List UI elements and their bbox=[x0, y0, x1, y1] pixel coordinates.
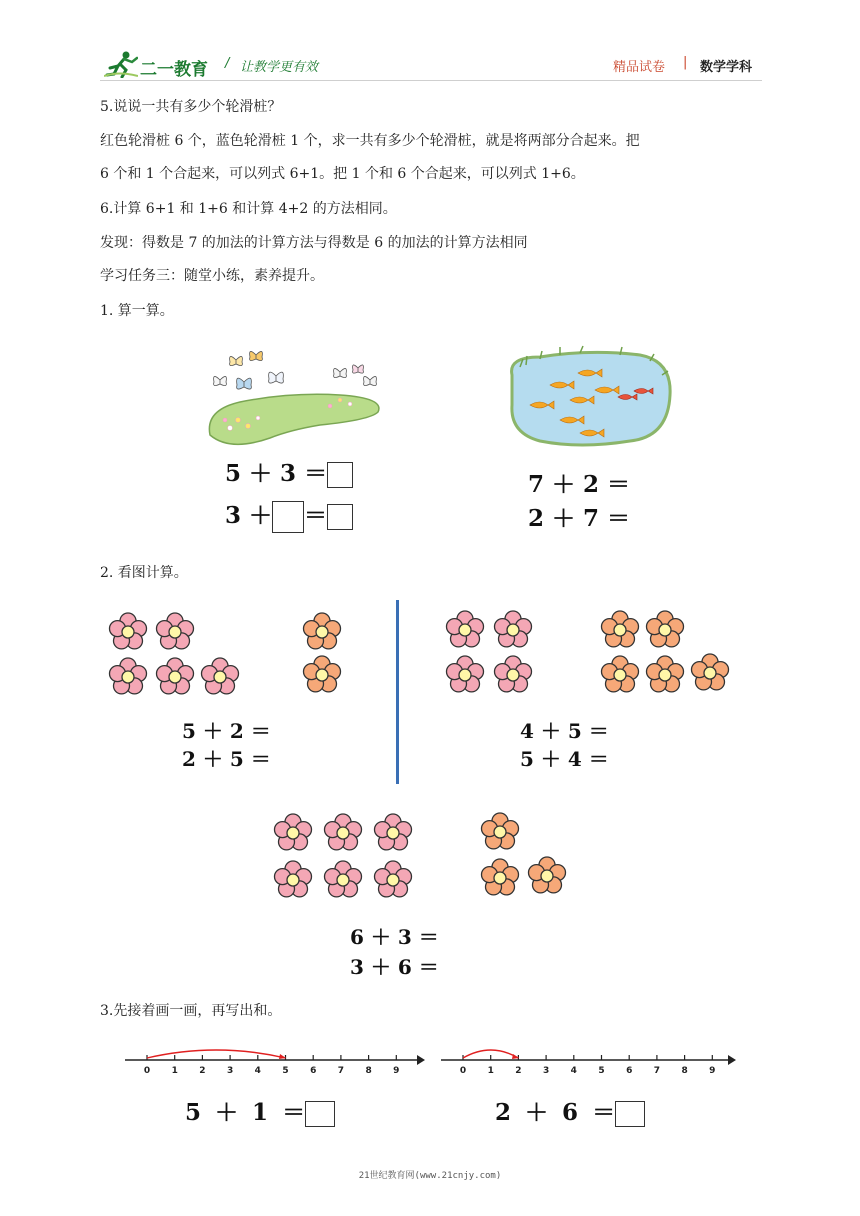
section1-right-eq1: 7 ＋ 2 ＝ bbox=[528, 471, 631, 498]
tick-label: 5 bbox=[282, 1066, 289, 1076]
tick-label: 2 bbox=[199, 1066, 206, 1076]
tick-label: 9 bbox=[709, 1066, 716, 1076]
tick-label: 2 bbox=[515, 1066, 522, 1076]
answer-box[interactable] bbox=[327, 504, 353, 530]
section1-left-eq2: 3 ＋ ＝ bbox=[225, 497, 353, 533]
section1-right-eq2: 2 ＋ 7 ＝ bbox=[528, 505, 631, 532]
tick-label: 0 bbox=[459, 1066, 467, 1076]
flower-group bbox=[0, 600, 860, 910]
tick-label: 0 bbox=[143, 1066, 151, 1076]
section2-eq-a2: 2 ＋ 5 ＝ bbox=[182, 747, 271, 771]
runner-logo-icon bbox=[104, 50, 138, 78]
header-rule bbox=[100, 80, 762, 81]
section2-eq-c1: 6 ＋ 3 ＝ bbox=[350, 925, 439, 949]
tick-label: 1 bbox=[487, 1066, 494, 1076]
tick-label: 4 bbox=[570, 1066, 577, 1076]
tick-label: 1 bbox=[171, 1066, 178, 1076]
butterfly-icon bbox=[214, 351, 377, 389]
header-divider: | bbox=[683, 55, 688, 70]
paragraph-6: 学习任务三：随堂小练，素养提升。 bbox=[100, 268, 324, 284]
section2-eq-b1: 4 ＋ 5 ＝ bbox=[520, 719, 609, 743]
fish-pond-illustration bbox=[500, 345, 675, 450]
paragraph-4: 6.计算 6+1 和 1+6 和计算 4+2 的方法相同。 bbox=[100, 201, 397, 217]
section2-title: 2. 看图计算。 bbox=[100, 565, 188, 581]
section3-right-eq: 2 ＋ 6 ＝ bbox=[495, 1094, 645, 1127]
answer-box[interactable] bbox=[327, 462, 353, 488]
tick-label: 7 bbox=[337, 1066, 345, 1076]
logo-text: 二一教育 bbox=[140, 60, 208, 80]
tick-label: 6 bbox=[626, 1066, 633, 1076]
butterfly-meadow-illustration bbox=[200, 340, 390, 450]
tick-label: 3 bbox=[226, 1066, 234, 1076]
tick-label: 4 bbox=[254, 1066, 261, 1076]
answer-box[interactable] bbox=[305, 1101, 335, 1127]
section2-eq-c2: 3 ＋ 6 ＝ bbox=[350, 955, 439, 979]
tick-label: 3 bbox=[542, 1066, 550, 1076]
tick-label: 8 bbox=[681, 1066, 688, 1076]
header-subject: 数学学科 bbox=[700, 60, 753, 75]
tick-label: 6 bbox=[310, 1066, 317, 1076]
section3-left-eq: 5 ＋ 1 ＝ bbox=[185, 1094, 335, 1127]
paragraph-3: 6 个和 1 个合起来，可以列式 6+1。把 1 个和 6 个合起来，可以列式 1+6。 bbox=[100, 166, 585, 182]
tick-label: 9 bbox=[393, 1066, 400, 1076]
number-line-right bbox=[441, 1040, 736, 1080]
tick-label: 7 bbox=[653, 1066, 661, 1076]
tick-label: 8 bbox=[365, 1066, 372, 1076]
paragraph-7: 1. 算一算。 bbox=[100, 303, 174, 319]
paragraph-5: 发现：得数是 7 的加法的计算方法与得数是 6 的加法的计算方法相同 bbox=[100, 235, 528, 251]
header bbox=[0, 0, 860, 82]
section1-left-eq1: 5 ＋ 3 ＝ bbox=[225, 455, 353, 488]
section2-eq-b2: 5 ＋ 4 ＝ bbox=[520, 747, 609, 771]
paragraph-1: 5.说说一共有多少个轮滑桩？ bbox=[100, 99, 282, 115]
section2-eq-a1: 5 ＋ 2 ＝ bbox=[182, 719, 271, 743]
tick-label: 5 bbox=[598, 1066, 605, 1076]
jump-arrow bbox=[147, 1050, 286, 1058]
header-separator: / bbox=[225, 56, 230, 71]
slogan: 让教学更有效 bbox=[240, 60, 319, 75]
footer: 21世纪教育网(www.21cnjy.com) bbox=[358, 1171, 502, 1181]
answer-box[interactable] bbox=[272, 501, 304, 533]
header-right-label: 精品试卷 bbox=[613, 60, 666, 75]
section3-title: 3.先接着画一画，再写出和。 bbox=[100, 1003, 282, 1019]
answer-box[interactable] bbox=[615, 1101, 645, 1127]
number-line-left bbox=[125, 1040, 425, 1080]
paragraph-2: 红色轮滑桩 6 个，蓝色轮滑桩 1 个，求一共有多少个轮滑桩，就是将两部分合起来。把 bbox=[100, 133, 640, 149]
